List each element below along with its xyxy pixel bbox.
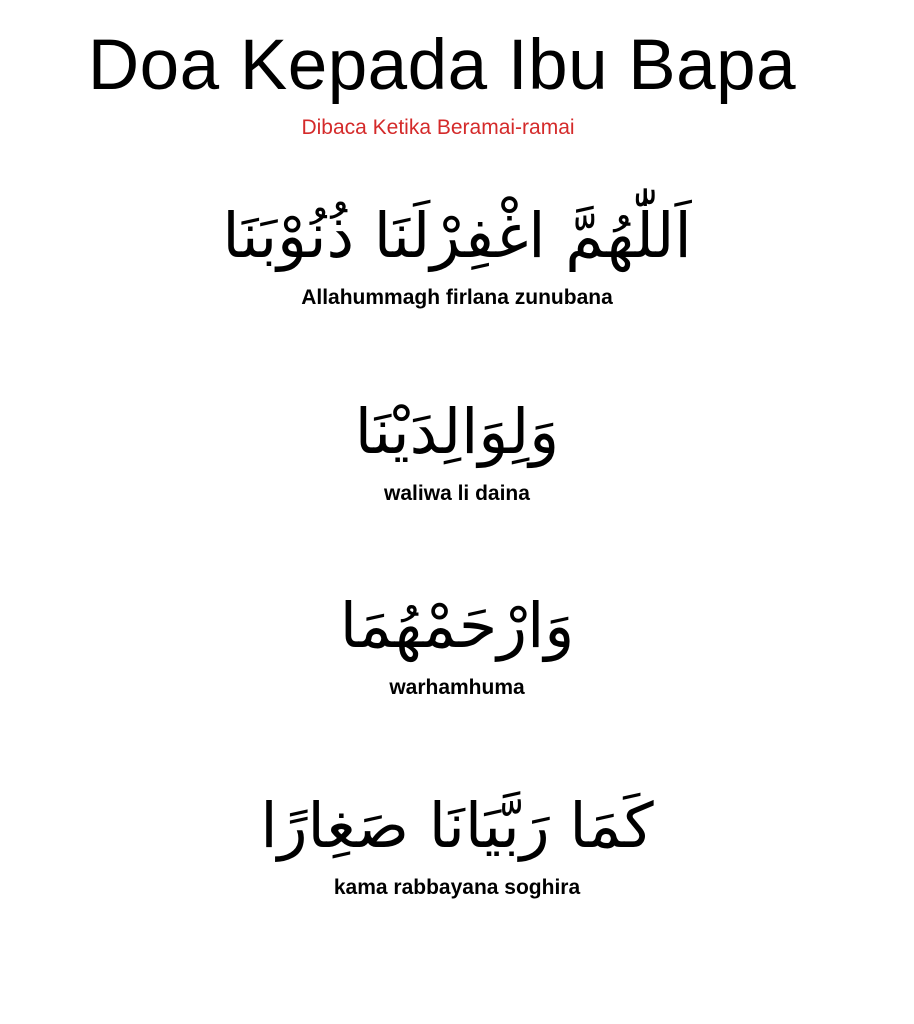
arabic-text: اَللّٰهُمَّ اغْفِرْلَنَا ذُنُوْبَنَا — [222, 199, 692, 272]
transliteration-text: warhamhuma — [389, 676, 525, 699]
verse-block — [0, 188, 914, 312]
transliteration-text: Allahummagh firlana zunubana — [301, 286, 613, 309]
arabic-text: وَارْحَمْهُمَا — [339, 589, 575, 662]
verse-block — [0, 384, 914, 508]
arabic-text: وَلِوَالِدَيْنَا — [354, 395, 560, 468]
transliteration-text: kama rabbayana soghira — [333, 876, 581, 899]
page-subtitle: Dibaca Ketika Beramai-ramai — [301, 116, 575, 139]
page-title: Doa Kepada Ibu Bapa — [87, 26, 797, 105]
verse-block — [0, 778, 914, 902]
arabic-text: كَمَا رَبَّيَانَا صَغِارًا — [260, 789, 654, 862]
verse-block — [0, 578, 914, 702]
transliteration-text: waliwa li daina — [384, 482, 530, 505]
